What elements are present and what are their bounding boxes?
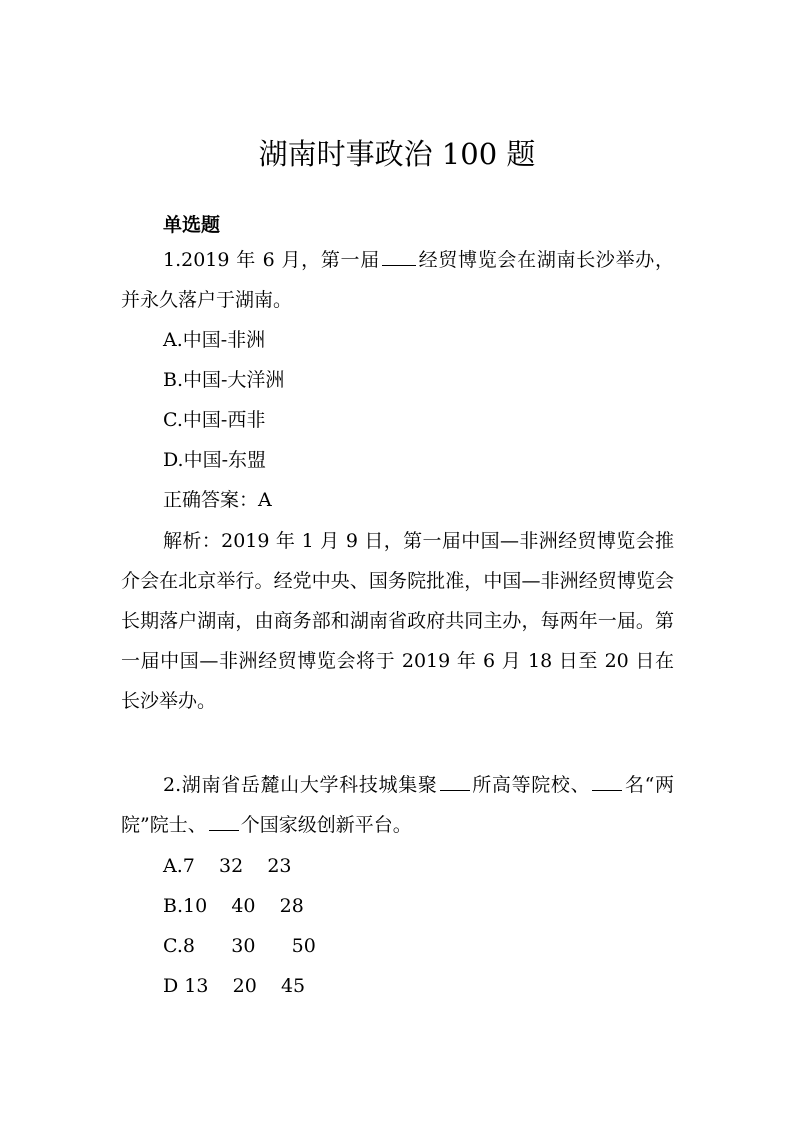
question-1-stem-part2: 经贸博览会在湖南长沙举办，并永久落户于湖南。 bbox=[121, 249, 674, 311]
section-heading: 单选题 bbox=[163, 214, 221, 236]
question-2-blank-3 bbox=[209, 813, 239, 831]
question-2-option-b: B.10 40 28 bbox=[163, 895, 304, 917]
question-2-stem bbox=[121, 765, 674, 845]
question-2-stem-part4: 个国家级创新平台。 bbox=[240, 814, 412, 836]
question-2-stem-part3: 名“两院”院士、 bbox=[121, 774, 674, 836]
document-title: 湖南时事政治 100 题 bbox=[258, 137, 536, 171]
question-2-option-d: D 13 20 45 bbox=[163, 975, 306, 997]
question-1-option-b: B.中国-大洋洲 bbox=[163, 369, 285, 391]
question-2-stem-part1: 2.湖南省岳麓山大学科技城集聚 bbox=[163, 774, 438, 796]
question-2-option-c: C.8 30 50 bbox=[163, 935, 316, 957]
question-1-option-d: D.中国-东盟 bbox=[163, 449, 267, 471]
question-1-option-a: A.中国-非洲 bbox=[163, 329, 266, 351]
question-2-option-a: A.7 32 23 bbox=[163, 855, 292, 877]
question-2-blank-2 bbox=[592, 773, 622, 791]
question-1-stem bbox=[121, 240, 674, 320]
question-2-blank-1 bbox=[440, 773, 470, 791]
question-1-stem-part1: 1.2019 年 6 月，第一届 bbox=[163, 249, 380, 271]
question-1-blank bbox=[382, 248, 416, 266]
question-1-answer: 正确答案：A bbox=[163, 489, 272, 511]
question-1-analysis: 解析：2019 年 1 月 9 日，第一届中国—非洲经贸博览会推介会在北京举行。经党中央、国务院批准，中国—非洲经贸博览会长期落户湖南，由商务部和湖南省政府共同主办，每两年一届。第一届中国—非洲经贸博览会将于 2019 年 6 月 18 日至 20 日在长沙举办。 bbox=[121, 530, 674, 712]
question-1-option-c: C.中国-西非 bbox=[163, 409, 266, 431]
question-2-stem-part2: 所高等院校、 bbox=[471, 774, 591, 796]
